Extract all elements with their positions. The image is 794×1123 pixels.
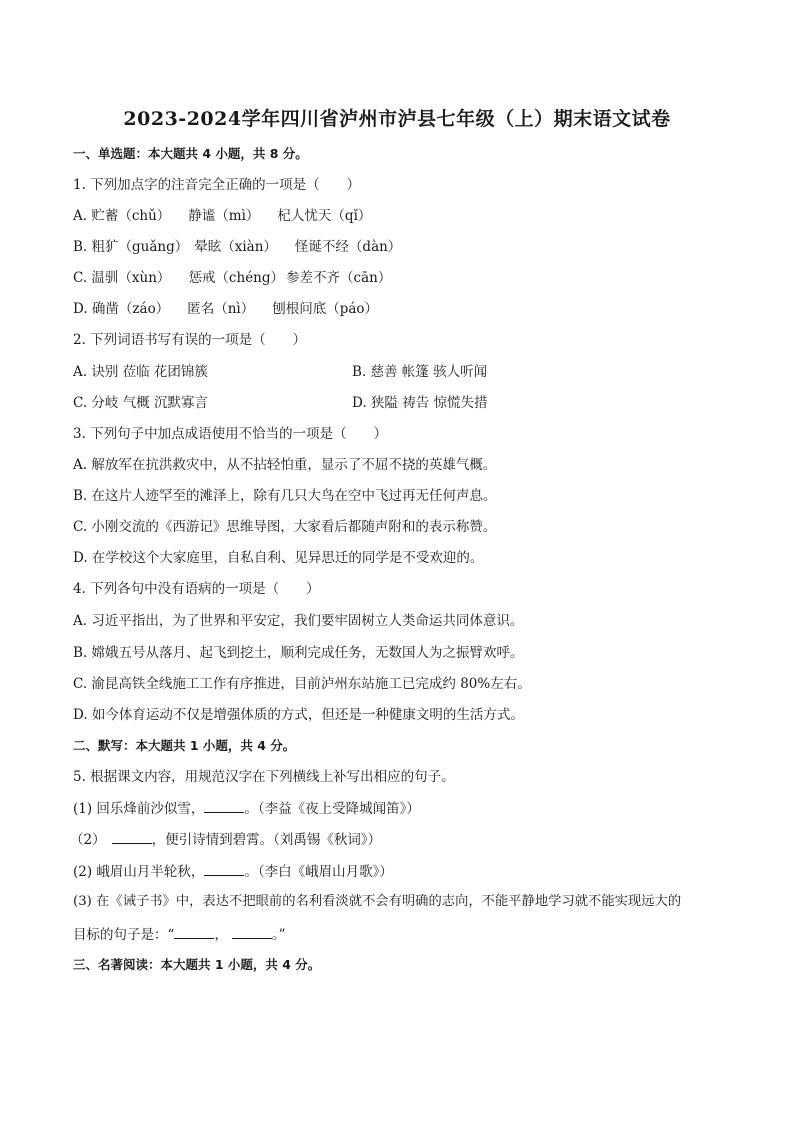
answer-blank[interactable] — [174, 925, 214, 939]
question-1-option-a — [73, 207, 371, 225]
question-2-option-c: C. 分岐 气概 沉默寡言 — [73, 395, 209, 411]
question-3-option-a: A. 解放军在抗洪救灾中，从不拈轻怕重，显示了不屈不挠的英雄气概。 — [73, 457, 497, 473]
section-heading-3: 三、名著阅读：本大题共 1 小题，共 4 分。 — [73, 957, 321, 972]
question-4-option-d: D. 如今体育运动不仅是增强体质的方式，但还是一种健康文明的生活方式。 — [73, 707, 524, 723]
section-heading-1: 一、单选题：本大题共 4 小题，共 8 分。 — [73, 146, 308, 161]
question-2-option-b: B. 慈善 帐篷 骇人听闻 — [352, 364, 488, 380]
option-part: D. 确凿（záo） — [73, 301, 170, 317]
item-text: 。” — [271, 927, 286, 943]
question-3-option-d: D. 在学校这个大家庭里，自私自利、见异思迁的同学是不受欢迎的。 — [73, 550, 484, 566]
option-part: 匿名（nì） — [187, 301, 255, 317]
question-1-option-b — [73, 238, 401, 256]
question-2-option-a: A. 诀别 莅临 花团锦簇 — [73, 364, 208, 380]
question-4-option-a: A. 习近平指出，为了世界和平安定，我们要牢固树立人类命运共同体意识。 — [73, 613, 524, 629]
item-text: (2) 峨眉山月半轮秋， — [73, 864, 205, 880]
option-part: 杞人忧天（qǐ） — [277, 208, 372, 224]
question-5-item-4: (3) 在《诫子书》中，表达不把眼前的名利看淡就不会有明确的志向，不能平静地学习就不能实现远大的 — [73, 894, 682, 909]
option-part: 刨根问底（páo） — [272, 301, 379, 317]
question-3-stem: 3. 下列句子中加点成语使用不恰当的一项是（ ） — [73, 426, 388, 442]
item-text: 。（李白《峨眉山月歌》） — [244, 864, 393, 880]
answer-blank[interactable] — [232, 925, 272, 939]
question-2-stem: 2. 下列词语书写有误的一项是（ ） — [73, 332, 307, 348]
page-title: 2023-2024学年四川省泸州市泸县七年级（上）期末语文试卷 — [123, 108, 671, 130]
item-text: （2） — [70, 832, 106, 848]
answer-blank[interactable] — [204, 862, 244, 876]
question-5-item-2 — [70, 830, 381, 849]
option-part: B. 粗犷（guǎng） — [73, 239, 189, 255]
option-part: 参差不齐（cān） — [286, 270, 392, 286]
answer-blank[interactable] — [112, 830, 152, 844]
question-4-stem: 4. 下列各句中没有语病的一项是（ ） — [73, 581, 320, 597]
item-text: ， — [214, 927, 228, 943]
question-4-option-c: C. 渝昆高铁全线施工工作有序推进，目前泸州东站施工已完成约 80%左右。 — [73, 676, 531, 692]
question-5-item-4-cont — [73, 925, 286, 944]
question-5-stem: 5. 根据课文内容，用规范汉字在下列横线上补写出相应的句子。 — [73, 769, 455, 785]
option-part: 惩戒（chéng） — [188, 270, 285, 286]
question-1-option-c — [73, 269, 391, 287]
question-2-option-d: D. 狭隘 祷告 惊慌失措 — [352, 395, 488, 411]
section-heading-2: 二、默写：本大题共 1 小题，共 4 分。 — [73, 738, 296, 753]
item-text: 目标的句子是：“ — [73, 927, 175, 943]
question-3-option-c: C. 小刚交流的《西游记》思维导图，大家看后都随声附和的表示称赞。 — [73, 519, 497, 535]
question-1-option-d — [73, 300, 378, 318]
item-text: (1) 回乐烽前沙似雪， — [73, 801, 205, 817]
question-5-item-3 — [73, 862, 393, 881]
question-1-stem: 1. 下列加点字的注音完全正确的一项是（ ） — [73, 177, 361, 193]
option-part: C. 温驯（xùn） — [73, 270, 171, 286]
option-part: 晕眩（xiàn） — [194, 239, 277, 255]
answer-blank[interactable] — [204, 799, 244, 813]
question-4-option-b: B. 嫦娥五号从落月、起飞到挖土，顺利完成任务，无数国人为之振臂欢呼。 — [73, 645, 524, 661]
question-3-option-b: B. 在这片人迹罕至的滩泽上，除有几只大鸟在空中飞过再无任何声息。 — [73, 488, 497, 504]
option-part: 怪诞不经（dàn） — [294, 239, 402, 255]
option-part: A. 贮蓄（chǔ） — [73, 208, 171, 224]
item-text: ，便引诗情到碧霄。（刘禹锡《秋词》） — [151, 832, 382, 848]
option-part: 静谧（mì） — [188, 208, 260, 224]
question-5-item-1 — [73, 799, 420, 818]
item-text: 。（李益《夜上受降城闻笛》） — [244, 801, 420, 817]
